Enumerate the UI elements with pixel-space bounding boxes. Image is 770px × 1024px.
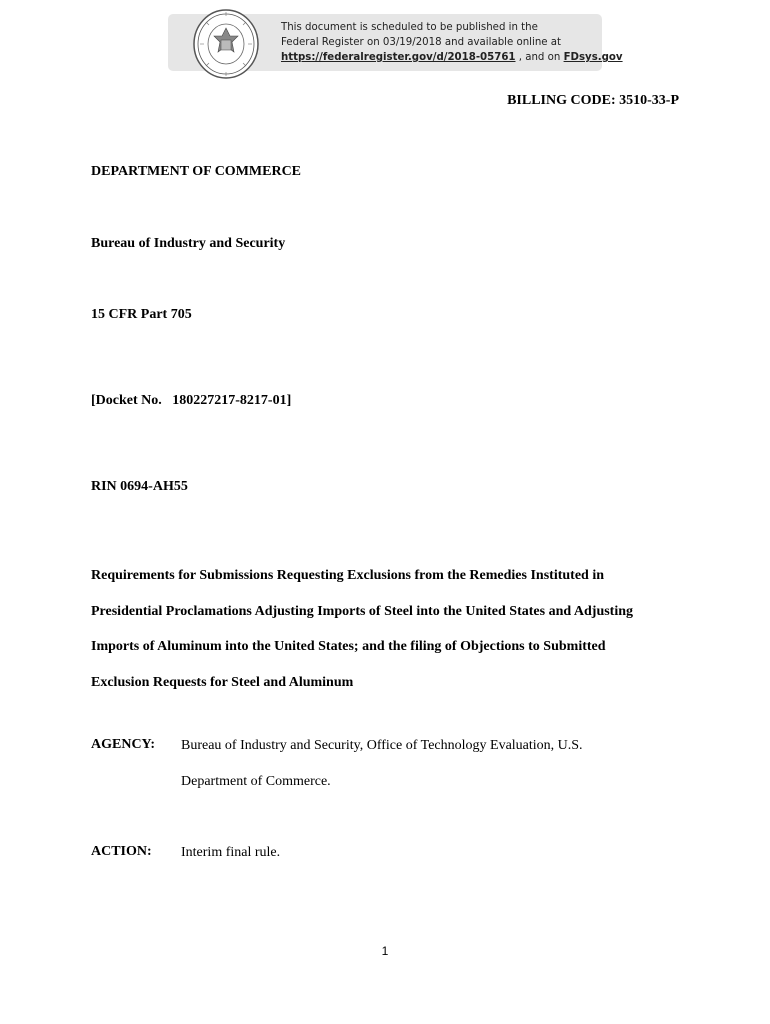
cfr-part: 15 CFR Part 705 [91,307,192,322]
bureau-heading: Bureau of Industry and Security [91,236,286,251]
title-line: Requirements for Submissions Requesting Exclusions from the Remedies Instituted in [91,568,604,583]
agency-line: Department of Commerce. [181,773,331,789]
banner-line-2: Federal Register on 03/19/2018 and available online at [281,37,562,48]
fdsys-link[interactable]: FDsys.gov [563,52,623,63]
banner-line-3 [281,50,623,65]
action-label: ACTION: [91,844,152,859]
rin-number: RIN 0694-AH55 [91,479,188,494]
department-heading: DEPARTMENT OF COMMERCE [91,164,302,179]
title-line: Presidential Proclamations Adjusting Imports of Steel into the United States and Adjusting [91,603,634,619]
banner-line-1: This document is scheduled to be published in the [281,22,538,33]
docket-number: [Docket No. 180227217-8217-01] [91,393,292,408]
agency-line: Bureau of Industry and Security, Office of Technology Evaluation, U.S. [181,738,583,753]
banner-text [281,20,623,65]
document-title [91,558,691,701]
agency-value [181,728,583,799]
page-number: 1 [381,944,389,958]
national-archives-seal-icon [192,6,260,82]
federal-register-link[interactable]: https://federalregister.gov/d/2018-05761 [281,52,516,63]
action-value: Interim final rule. [181,845,281,860]
billing-code: BILLING CODE: 3510-33-P [507,93,679,108]
title-line: Exclusion Requests for Steel and Aluminum [91,675,354,691]
title-line: Imports of Aluminum into the United States; and the filing of Objections to Submitted [91,639,606,655]
banner-connector: , and on [518,52,561,63]
agency-label: AGENCY: [91,737,156,752]
